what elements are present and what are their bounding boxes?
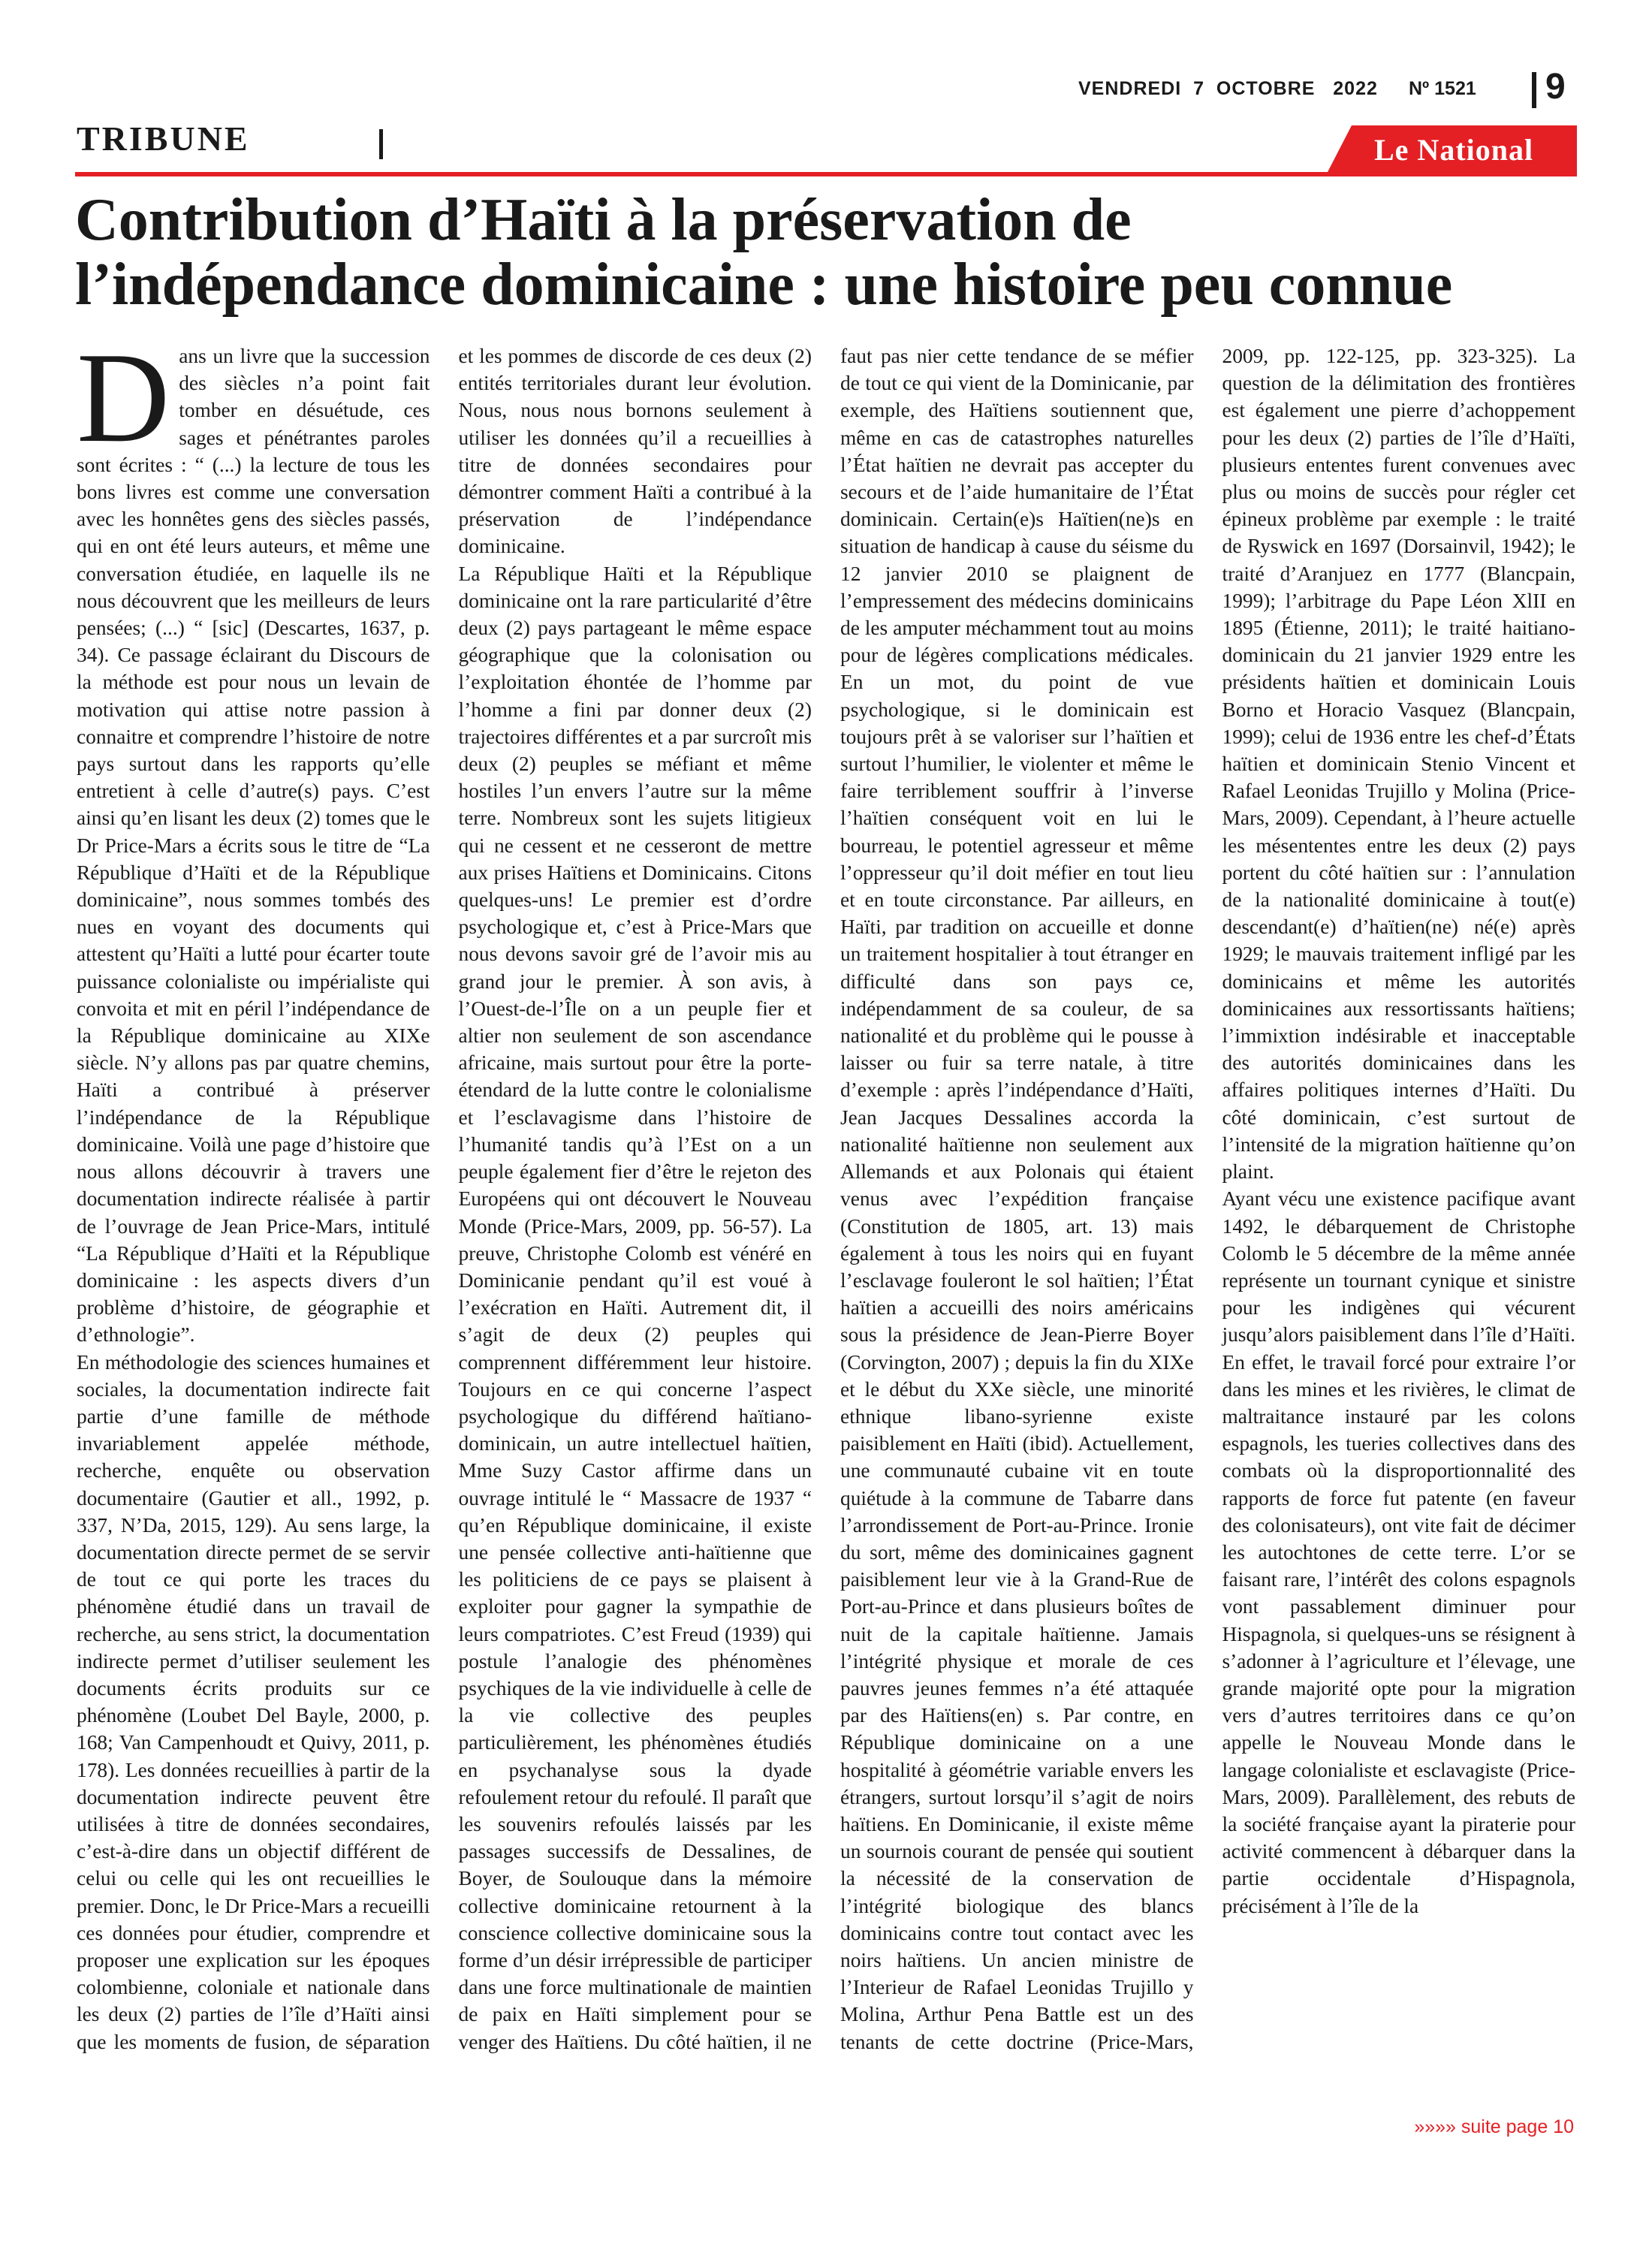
continued-link[interactable]: »»»» suite page 10 [1414, 2116, 1574, 2137]
article-paragraph: En méthodologie des sciences humaines et sociales, la documentation indirecte fait partie d’une famille de méthode invariablement appelée méthode, recherche, enquête ou observation documentaire (Gautier et all., 1992, p. 337, N’Da, 2015, 129). Au sens large, la documentation directe permet de se servir de tout ce qui porte les traces du phénomène étudié dans un travail de recherche, au sens strict, la documentation indirecte permet d’utiliser seulement les documents écrits produits sur ce phénomène (Loubet Del Bayle, 2000, p. 168; Van Campenhoudt et Quivy, 2011, p. 178). Les données recueillies à partir de la documentation indirecte peuvent être utilisées à titre de données secondaires, c’est-à-dire dans un objectif différent de celui ou celle qui les ont recueillies le premier. Donc, le Dr Price-Mars a recueilli ces données pour étudier, comprendre et proposer une explication sur les époques colombienne, coloniale et nationale dans les deux (2) parties de l’île d’Haïti ainsi que les moments de fusion, de séparation et les pommes de discorde de ces deux (2) entités territoriales durant leur évolution. Nous, nous nous bornons seulement à utiliser les données qu’il a recueillies à titre de données secondaires pour démontrer comment Haïti a contribué à la préservation de l’indépendance dominicaine. [77, 345, 812, 2053]
headline-line-2: l’indépendance dominicaine : une histoire peu connue [75, 252, 1453, 318]
article-headline [75, 188, 1584, 317]
issue-date: VENDREDI 7 OCTOBRE 2022 [1078, 78, 1378, 99]
article-paragraph [77, 327, 430, 1349]
section-divider [379, 129, 383, 159]
article-body [77, 327, 1575, 2074]
page-number: 9 [1545, 67, 1566, 107]
issue-number: Nº 1521 [1409, 78, 1476, 99]
article-paragraph: Ayant vécu une existence pacifique avant 1492, le débarquement de Christophe Colomb le 5 décembre de la même année représente un tournant cynique et sinistre pour les indigènes qui vécurent jusqu’alors paisiblement dans l’île d’Haïti. En effet, le travail forcé pour extraire l’or dans les mines et les rivières, le climat de maltraitance instauré par les colons espagnols, les tueries collectives dans des combats où la disproportionnalité des rapports de force fut patente (en faveur des colonisateurs), ont vite fait de décimer les autochtones de cette terre. L’or se faisant rare, l’intérêt des colons espagnols vont passablement diminuer pour Hispagnola, si quelques-uns se résignent à s’adonner à l’agriculture et l’élevage, une grande majorité opte pour la migration vers d’autres territoires dans ce qu’on appelle le Nouveau Monde dans le langage colonialiste et esclavagiste (Price-Mars, 2009). Parallèlement, des rebuts de la société française ayant la piraterie pour activité commencent à débarquer dans la partie occidentale d’Hispagnola, précisément à l’île de la [1222, 1187, 1575, 1917]
drop-cap: D [77, 327, 170, 469]
headline-line-1: Contribution d’Haïti à la préservation de [75, 187, 1132, 253]
brand-name: Le National [1374, 133, 1534, 167]
page-number-divider [1532, 72, 1536, 108]
paragraph-text: ans un livre que la succession des siècles n’a point fait tomber en désuétude, ces sages et pénétrantes paroles sont écrites : “ (...) la lecture de tous les bons livres est comme une conversation avec les honnêtes gens des siècles passés, qui en ont été leurs auteurs, et même une conversation étudiée, en laquelle ils ne nous découvrent que les meilleurs de leurs pensées; (...) “ [sic] (Descartes, 1637, p. 34). Ce passage éclairant du Discours de la méthode est pour nous un levain de motivation qui attise notre passion à connaitre et comprendre l’histoire de notre pays surtout dans les rapports qu’elle entretient à celle d’autre(s) pays. C’est ainsi qu’en lisant les deux (2) tomes que le Dr Price-Mars a écrits sous le titre de “La République d’Haïti et de la République dominicaine”, nous sommes tombés des nues en voyant des documents qui attestent qu’Haïti a lutté pour écarter toute puissance colonialiste ou impérialiste qui convoita et mit en péril l’indépendance de la République dominicaine au XIXe siècle. N’y allons pas par quatre chemins, Haïti a contribué à préserver l’indépendance de la République dominicaine. Voilà une page d’histoire que nous allons découvrir à travers une documentation indirecte réalisée à partir de l’ouvrage de Jean Price-Mars, intitulé “La République d’Haïti et la République dominicaine : les aspects divers d’un problème d’histoire, de géographie et d’ethnologie”. [77, 345, 430, 1347]
section-label: TRIBUNE [77, 119, 250, 158]
article-paragraph: La République Haïti et la République dominicaine ont la rare particularité d’être deux (2) pays partageant le même espace géographique que la colonisation ou l’exploitation éhontée de l’homme par l’homme a fini par donner deux (2) trajectoires différentes et a par surcroît mis deux (2) peuples se méfiant et même hostiles l’un envers l’autre sur la même terre. Nombreux sont les sujets litigieux qui ne cessent et ne cesseront de mettre aux prises Haïtiens et Dominicains. Citons quelques-uns! Le premier est d’ordre psychologique et, c’est à Price-Mars que nous devons savoir gré de l’avoir mis au grand jour le premier. À son avis, à l’Ouest-de-l’Île on a un peuple fier et altier non seulement de son ascendance africaine, mais surtout pour être la porte-étendard de la lutte contre le colonialisme et l’esclavagisme dans l’histoire de l’humanité tandis qu’à l’Est on a un peuple également fier d’être le rejeton des Européens qui ont découvert le Nouveau Monde (Price-Mars, 2009, pp. 56-57). La preuve, Christophe Colomb est vénéré en Dominicanie pendant qu’il est voué à l’exécration en Haïti. Autrement dit, il s’agit de deux (2) peuples qui comprennent différemment leur histoire. Toujours en ce qui concerne l’aspect psychologique du différend haïtiano-dominicain, un autre intellectuel haïtien, Mme Suzy Castor affirme dans un ouvrage intitulé le “ Massacre de 1937 “ qu’en République dominicaine, il existe une pensée collective anti-haïtienne que les politiciens de ce pays se plaisent à exploiter pour gagner la sympathie de leurs compatriotes. C’est Freud (1939) qui postule l’analogie des phénomènes psychiques de la vie individuelle à celle de la vie collective des peuples particulièrement, les phénomènes étudiés en psychanalyse sous la dyade refoulement retour du refoulé. Il paraît que les souvenirs refoulés laissés par les passages successifs de Dessalines, de Boyer, de Soulouque dans la mémoire collective dominicaine retournent à la conscience collective dominicaine sous la forme d’un désir irrépressible de participer dans une force multinationale de maintien de paix en Haïti simplement pour se venger des Haïtiens. Du côté haïtien, il ne faut pas nier cette tendance de se méfier de tout ce qui vient de la Dominicanie, par exemple, des Haïtiens soutiennent que, même en cas de catastrophes naturelles l’État haïtien ne devrait pas accepter du secours et de l’aide humanitaire de l’État dominicain. Certain(e)s Haïtien(ne)s en situation de handicap à cause du séisme du 12 janvier 2010 se plaignent de l’empressement des médecins dominicains de les amputer méchamment tout au moins pour de légères complications médicales. En un mot, du point de vue psychologique, si le dominicain est toujours prêt à se valoriser sur l’haïtien et surtout l’humilier, le violenter et même le faire terriblement souffrir à l’inverse l’haïtien conséquent voit en lui le bourreau, le potentiel agresseur et même l’oppresseur qu’il doit méfier en tout lieu et en toute circonstance. Par ailleurs, en Haïti, par tradition on accueille et donne un traitement hospitalier à tout étranger en difficulté dans son pays ce, indépendamment de sa couleur, de sa nationalité et du problème qui le pousse à laisser ou fuir sa terre natale, à titre d’exemple : après l’indépendance d’Haïti, Jean Jacques Dessalines accorda la nationalité haïtienne non seulement aux Allemands et aux Polonais qui étaient venus avec l’expédition française (Constitution de 1805, art. 13) mais également à tous les noirs qui en fuyant l’esclavage fouleront le sol haïtien; l’État haïtien a accueilli des noirs américains sous la présidence de Jean-Pierre Boyer (Corvington, 2007) ; depuis la fin du XIXe et le début du XXe siècle, une minorité ethnique libano-syrienne existe paisiblement en Haïti (ibid). Actuellement, une communauté cubaine vit en toute quiétude à la commune de Tabarre dans l’arrondissement de Port-au-Prince. Ironie du sort, même des dominicaines gagnent paisiblement leur vie à la Grand-Rue de Port-au-Prince et dans plusieurs boîtes de nuit de la capitale haïtienne. Jamais l’intégrité physique et morale de ces pauvres jeunes femmes n’a été attaquée par des Haïtiens(en) s. Par contre, en République dominicaine on a une hospitalité à géométrie variable envers les étrangers, surtout lorsqu’il s’agit de noirs haïtiens. En Dominicanie, il existe même un sournois courant de pensée qui soutient la nécessité de la conservation de l’intégrité biologique des blancs dominicains contre tout contact avec les noirs haïtiens. Un ancien ministre de l’Interieur de Rafael Leonidas Trujillo y Molina, Arthur Pena Battle est un des tenants de cette doctrine (Price-Mars, 2009, pp. 122-125, pp. 323-325). La question de la délimitation des frontières est également une pierre d’achoppement pour les deux (2) parties de l’île d’Haïti, plusieurs ententes furent convenues avec plus ou moins de succès pour régler cet épineux problème par exemple : le traité de Ryswick en 1697 (Dorsainvil, 1942); le traité d’Aranjuez en 1777 (Blancpain, 1999); l’arbitrage du Pape Léon XlII en 1895 (Étienne, 2011); le traité haitiano-dominicain du 21 janvier 1929 entre les présidents haïtien et dominicain Louis Borno et Horacio Vasquez (Blancpain, 1999); celui de 1936 entre les chef-d’États haïtien et dominicain Stenio Vincent et Rafael Leonidas Trujillo y Molina (Price-Mars, 2009). Cependant, à l’heure actuelle les mésententes entre les deux (2) pays portent du côté haïtien sur : l’annulation de la nationalité dominicaine à tout(e) descendant(e) d’haïtien(ne) né(e) après 1929; le mauvais traitement infligé par les dominicains et même les autorités dominicaines aux ressortissants haïtiens; l’immixtion indésirable et inacceptable des autorités dominicaines dans les affaires politiques internes d’Haïti. Du côté dominicain, c’est surtout de l’intensité de la migration haïtienne qu’on plaint. [458, 345, 1575, 2053]
header-rule [75, 172, 1577, 176]
